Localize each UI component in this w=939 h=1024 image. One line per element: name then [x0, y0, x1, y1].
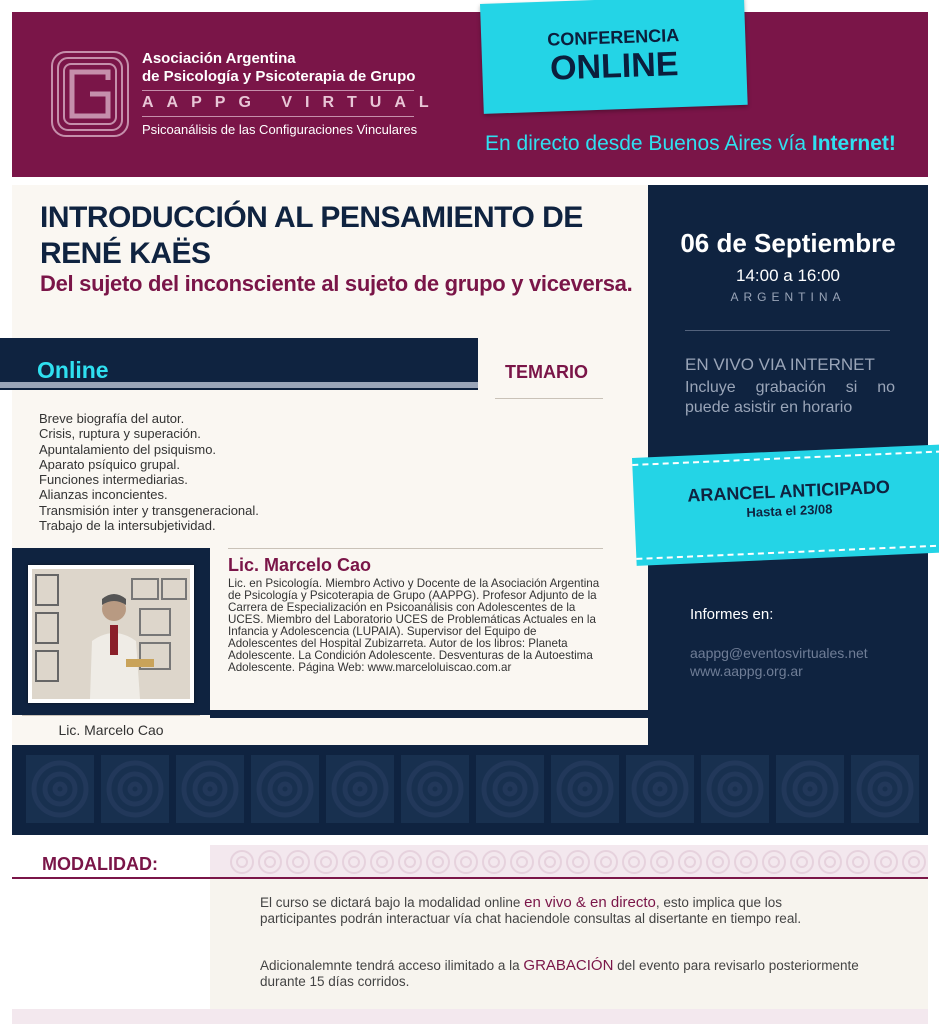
live-heading: EN VIVO VIA INTERNET — [685, 355, 875, 374]
footer-bar — [12, 1009, 928, 1024]
modalidad-left-panel — [12, 879, 210, 1009]
list-item: Aparato psíquico grupal. — [39, 456, 180, 472]
event-time: 14:00 a 16:00 — [736, 266, 840, 285]
event-title: INTRODUCCIÓN AL PENSAMIENTO DE RENÉ KAËS — [40, 201, 583, 270]
speaker-bio: Lic. en Psicología. Miembro Activo y Docente de la Asociación Argentina de Psicología y Psicoterapia de Grupo (AAPPG). Profesor Adjunto de la Carrera de Especialización en Psicoanálisis con Adolescentes de la UCES. Miembro del Laboratorio UCES de Problemáticas Actuales en la Infancia y Adolescencia (LUPAIA). Supervisor del Equipo de Adolescentes del Hospital Zubizarreta. Autor de los libros: Planeta Adolescente. La Condición Adolescente. Desventuras de la Autoestima Adolescente. Página Web: www.marceloluiscao.com.ar — [228, 577, 600, 674]
event-subtitle: Del sujeto del inconsciente al sujeto de grupo y viceversa. — [40, 271, 633, 296]
details-divider — [685, 330, 890, 331]
list-item: Alianzas inconcientes. — [39, 487, 168, 503]
conference-online-badge — [480, 0, 748, 114]
p2-highlight: GRABACIÓN — [523, 957, 614, 974]
bio-bottom-bar — [210, 710, 648, 718]
temario-heading: TEMARIO — [505, 362, 588, 382]
p2-text-b: del evento para revisarlo posteriormente durante 15 días corridos. — [260, 958, 859, 989]
fee-title: ARANCEL ANTICIPADO — [686, 476, 891, 506]
p2-text-a: Adicionalemnte tendrá acceso ilimitado a la — [260, 958, 524, 973]
photo-caption: Lic. Marcelo Cao — [58, 722, 164, 738]
info-email-link[interactable]: aappg@eventosvirtuales.net — [690, 645, 868, 661]
speaker-divider — [228, 548, 603, 549]
list-item: Apuntalamiento del psiquismo. — [39, 441, 217, 457]
org-virtual-label: AAPPG VIRTUAL — [142, 94, 442, 111]
modalidad-paragraph-2 — [260, 958, 860, 990]
conference-label: CONFERENCIA — [546, 25, 680, 50]
p1-text-b: , esto implica que los participantes podrán interactuar vía chat haciendole consultas al disertante en tiempo real. — [260, 895, 802, 926]
temario-divider — [495, 398, 603, 399]
live-prefix: En directo desde Buenos Aires vía — [485, 132, 812, 155]
info-label: Informes en: — [690, 606, 774, 623]
list-item: Transmisión inter y transgeneracional. — [39, 502, 259, 518]
live-from-buenos-aires — [485, 132, 896, 156]
recording-note: Incluye grabación si no puede asistir en horario — [685, 379, 895, 416]
aappg-logo-icon — [50, 50, 130, 138]
modalidad-heading: MODALIDAD: — [42, 854, 158, 874]
fee-badge — [632, 444, 939, 565]
event-country: ARGENTINA — [730, 290, 846, 304]
modalidad-paragraph-1 — [260, 895, 860, 927]
list-item: Crisis, ruptura y superación. — [39, 426, 201, 442]
decorative-pattern-band — [12, 745, 928, 835]
list-item: Funciones intermediarias. — [39, 472, 188, 488]
event-date: 06 de Septiembre — [680, 228, 896, 258]
live-internet: Internet! — [811, 132, 896, 155]
list-item: Breve biografía del autor. — [39, 411, 185, 426]
caption-divider — [22, 715, 200, 716]
info-web-link[interactable]: www.aappg.org.ar — [690, 663, 803, 679]
org-divider — [142, 116, 414, 117]
fee-deadline: Hasta el 23/08 — [746, 501, 833, 521]
mode-online-label: Online — [37, 357, 109, 383]
org-name-line1: Asociación Argentina — [142, 50, 296, 67]
org-subtitle: Psicoanálisis de las Configuraciones Vinculares — [142, 122, 418, 137]
org-name-line2: de Psicología y Psicoterapia de Grupo — [142, 68, 416, 85]
p1-text-a: El curso se dictará bajo la modalidad online — [260, 895, 525, 910]
list-item: Trabajo de la intersubjetividad. — [39, 518, 216, 534]
online-label: ONLINE — [549, 45, 680, 88]
speaker-photo — [28, 565, 194, 703]
speaker-name: Lic. Marcelo Cao — [228, 555, 372, 575]
org-divider — [142, 90, 414, 91]
concentric-circle-pattern-icon — [12, 745, 928, 835]
p1-highlight: en vivo & en directo — [524, 894, 656, 911]
temario-list — [39, 411, 259, 533]
